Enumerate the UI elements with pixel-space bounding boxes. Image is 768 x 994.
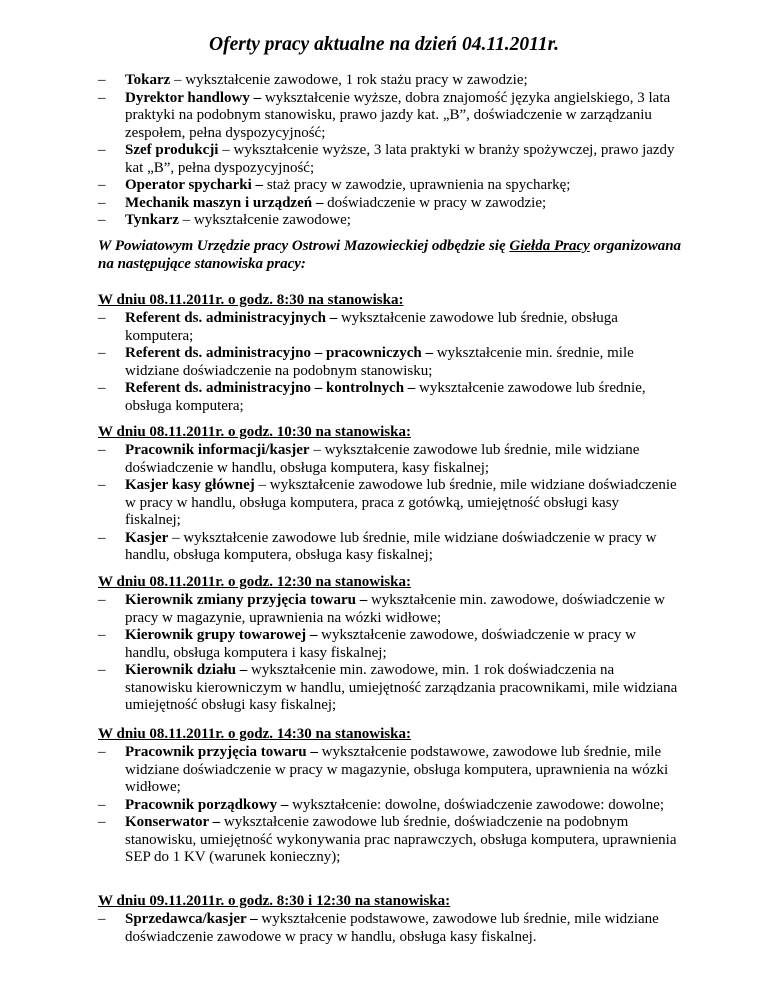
bullet-dash: –	[98, 814, 106, 830]
list-item	[0, 744, 768, 797]
session-heading: W dniu 08.11.2011r. o godz. 14:30 na stanowiska:	[98, 726, 411, 742]
job-title: Szef produkcji	[125, 142, 219, 158]
job-title: Kasjer kasy głównej	[125, 477, 255, 493]
job-title: Kasjer	[125, 529, 169, 546]
list-item	[0, 592, 768, 627]
job-title: Pracownik informacji/kasjer	[125, 442, 310, 458]
bullet-dash: –	[98, 212, 106, 228]
job-title: Tokarz	[125, 72, 171, 88]
job-description: – wykształcenie zawodowe lub średnie, mile widziane doświadczenie w pracy w handlu, obsługa komputera, obsługa kasy fiskalnej;	[125, 529, 657, 563]
job-description: wykształcenie podstawowe, zawodowe lub średnie, mile widziane doświadczenie w pracy w magazynie, obsługa komputera, uprawnienia na wózki widłowe;	[125, 744, 669, 795]
session-list	[0, 744, 768, 867]
job-title: Tynkarz	[125, 212, 179, 228]
list-item	[0, 310, 768, 345]
job-title: Referent ds. administracyjnych –	[125, 310, 338, 326]
job-title: Sprzedawca/kasjer –	[125, 911, 258, 927]
list-item	[0, 477, 768, 530]
session-list	[0, 911, 768, 946]
list-item	[0, 911, 768, 946]
job-title: Referent ds. administracyjno – pracowniczych –	[125, 345, 434, 361]
job-description: wykształcenie: dowolne, doświadczenie zawodowe: dowolne;	[288, 796, 665, 813]
bullet-dash: –	[98, 177, 106, 193]
job-description: wykształcenie min. zawodowe, doświadczenie w pracy w magazynie, uprawnienia na wózki widłowe;	[125, 592, 666, 626]
job-description: – wykształcenie zawodowe lub średnie, mile widziane doświadczenie w pracy w handlu, obsługa komputera, praca z gotówką, umiejętność obsługi kasy fiskalnej;	[125, 477, 677, 528]
list-item	[0, 442, 768, 477]
job-description: staż pracy w zawodzie, uprawnienia na spycharkę;	[263, 177, 571, 193]
bullet-dash: –	[98, 529, 106, 546]
bullet-dash: –	[98, 796, 106, 813]
bullet-dash: –	[98, 662, 106, 678]
job-title: Kierownik działu –	[125, 662, 248, 678]
bullet-dash: –	[98, 89, 106, 106]
bullet-dash: –	[98, 442, 106, 458]
job-description: wykształcenie min. średnie, mile widziane doświadczenie na podobnym stanowisku;	[125, 345, 634, 379]
bullet-dash: –	[98, 310, 106, 326]
job-description: wykształcenie min. zawodowe, min. 1 rok doświadczenia na stanowisku kierowniczym w handlu, umiejętność zarządzania pracownikami, mile widziana umiejętność obsługi kasy fiskalnej;	[125, 662, 678, 713]
bullet-dash: –	[98, 744, 106, 760]
job-description: doświadczenie w pracy w zawodzie;	[323, 194, 547, 211]
list-item	[0, 212, 768, 230]
job-offers-list	[0, 72, 768, 230]
list-item	[0, 345, 768, 380]
job-description: – wykształcenie wyższe, 3 lata praktyki w branży spożywczej, prawo jazdy kat „B”, pełna dyspozycyjność;	[125, 142, 675, 176]
bullet-dash: –	[98, 911, 106, 927]
job-description: wykształcenie zawodowe lub średnie, doświadczenie na podobnym stanowisku, umiejętność wykonywania prac naprawczych, obsługa komputera, uprawnienia SEP do 1 KV (warunek konieczny);	[125, 814, 677, 865]
session-list	[0, 592, 768, 715]
bullet-dash: –	[98, 592, 106, 608]
job-description: – wykształcenie zawodowe lub średnie, mile widziane doświadczenie w handlu, obsługa komputera, kasy fiskalnej;	[125, 442, 640, 476]
job-description: wykształcenie zawodowe lub średnie, obsługa komputera;	[125, 380, 646, 414]
job-title: Referent ds. administracyjno – kontrolnych –	[125, 380, 416, 396]
job-description: wykształcenie zawodowe lub średnie, obsługa komputera;	[125, 310, 618, 344]
session-heading: W dniu 08.11.2011r. o godz. 8:30 na stanowiska:	[98, 292, 404, 308]
list-item	[0, 90, 768, 143]
bullet-dash: –	[98, 627, 106, 643]
job-title: Mechanik maszyn i urządzeń –	[125, 194, 324, 211]
job-fair-link: Giełda Pracy	[509, 238, 590, 254]
job-title: Kierownik grupy towarowej –	[125, 627, 318, 643]
job-description: wykształcenie zawodowe, doświadczenie w pracy w handlu, obsługa komputera i kasy fiskalnej;	[125, 627, 636, 661]
list-item	[0, 814, 768, 867]
job-title: Pracownik porządkowy –	[125, 796, 289, 813]
job-description: – wykształcenie zawodowe;	[178, 212, 351, 228]
session-heading: W dniu 08.11.2011r. o godz. 12:30 na stanowiska:	[98, 574, 411, 590]
session-heading: W dniu 08.11.2011r. o godz. 10:30 na stanowiska:	[98, 424, 411, 440]
bullet-dash: –	[98, 345, 106, 361]
job-description: wykształcenie podstawowe, zawodowe lub średnie, mile widziane doświadczenie zawodowe w pracy w handlu, obsługa kasy fiskalnej.	[125, 911, 659, 945]
job-title: Konserwator –	[125, 814, 221, 830]
bullet-dash: –	[98, 72, 106, 88]
job-title: Kierownik zmiany przyjęcia towaru –	[125, 592, 368, 608]
job-title: Operator spycharki –	[125, 177, 264, 193]
list-item	[0, 797, 768, 815]
job-description: – wykształcenie zawodowe, 1 rok stażu pracy w zawodzie;	[170, 72, 528, 88]
bullet-dash: –	[98, 380, 106, 396]
list-item	[0, 530, 768, 565]
list-item	[0, 627, 768, 662]
session-list	[0, 442, 768, 565]
bullet-dash: –	[98, 194, 106, 211]
page-title: Oferty pracy aktualne na dzień 04.11.2011r.	[209, 34, 559, 55]
list-item	[0, 662, 768, 715]
list-item	[0, 195, 768, 213]
job-description: wykształcenie wyższe, dobra znajomość języka angielskiego, 3 lata praktyki na podobnym stanowisku, prawo jazdy kat. „B”, doświadczenie w zarządzaniu zespołem, pełna dyspozycyjność;	[125, 89, 671, 141]
job-title: Dyrektor handlowy –	[125, 89, 262, 106]
session-list	[0, 310, 768, 415]
list-item	[0, 177, 768, 195]
bullet-dash: –	[98, 477, 106, 493]
intro-text-end: organizowana na następujące stanowiska pracy:	[98, 238, 682, 272]
bullet-dash: –	[98, 142, 106, 158]
list-item	[0, 380, 768, 415]
job-title: Pracownik przyjęcia towaru –	[125, 744, 318, 760]
list-item	[0, 72, 768, 90]
intro-text: W Powiatowym Urzędzie pracy Ostrowi Mazowieckiej odbędzie się	[98, 238, 510, 254]
job-fair-intro	[98, 238, 698, 273]
list-item	[0, 142, 768, 177]
session-heading: W dniu 09.11.2011r. o godz. 8:30 i 12:30 na stanowiska:	[98, 893, 451, 909]
